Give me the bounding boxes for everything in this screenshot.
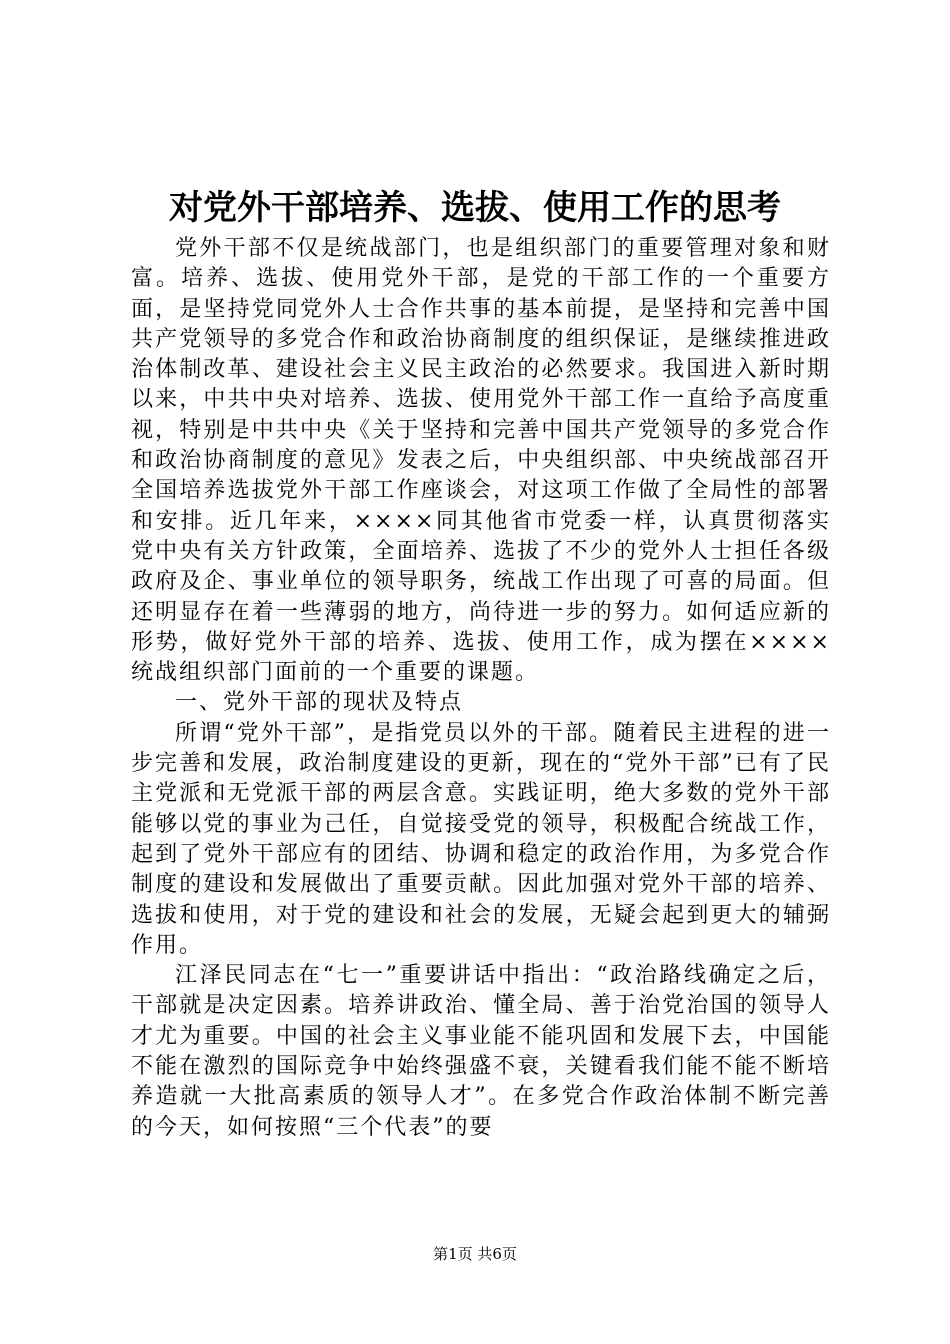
document-title: 对党外干部培养、选拔、使用工作的思考 [169,188,781,228]
paragraph-intro: 党外干部不仅是统战部门，也是组织部门的重要管理对象和财富。培养、选拔、使用党外干部，是党的干部工作的一个重要方面，是坚持党同党外人士合作共事的基本前提，是坚持和完善中国共产党领导的多党合作和政治协商制度的组织保证，是继续推进政治体制改革、建设社会主义民主政治的必然要求。我国进入新时期以来，中共中央对培养、选拔、使用党外干部工作一直给予高度重视，特别是中共中央《关于坚持和完善中国共产党领导的多党合作和政治协商制度的意见》发表之后，中央组织部、中央统战部召开全国培养选拔党外干部工作座谈会，对这项工作做了全局性的部署和安排。近几年来，××××同其他省市党委一样，认真贯彻落实党中央有关方针政策，全面培养、选拔了不少的党外人士担任各级政府及企、事业单位的领导职务，统战工作出现了可喜的局面。但还明显存在着一些薄弱的地方，尚待进一步的努力。如何适应新的形势，做好党外干部的培养、选拔、使用工作，成为摆在××××统战组织部门面前的一个重要的课题。 [131,236,831,686]
paragraph-definition: 所谓“党外干部”，是指党员以外的干部。随着民主进程的进一步完善和发展，政治制度建设的更新，现在的“党外干部”已有了民主党派和无党派干部的两层含意。实践证明，绝大多数的党外干部能够以党的事业为己任，自觉接受党的领导，积极配合统战工作，起到了党外干部应有的团结、协调和稳定的政治作用，为多党合作制度的建设和发展做出了重要贡献。因此加强对党外干部的培养、选拔和使用，对于党的建设和社会的发展，无疑会起到更大的辅弼作用。 [131,720,831,958]
document-body [131,234,831,1143]
paragraph-quote: 江泽民同志在“七一”重要讲话中指出：“政治路线确定之后，干部就是决定因素。培养讲政治、懂全局、善于治党治国的领导人才尤为重要。中国的社会主义事业能不能巩固和发展下去，中国能不能在激烈的国际竞争中始终强盛不衰，关键看我们能不能不断培养造就一大批高素质的领导人才”。在多党合作政治体制不断完善的今天，如何按照“三个代表”的要 [131,963,831,1140]
page-footer: 第1页 共6页 [433,1245,517,1263]
section-heading-1: 一、党外干部的现状及特点 [175,690,464,716]
